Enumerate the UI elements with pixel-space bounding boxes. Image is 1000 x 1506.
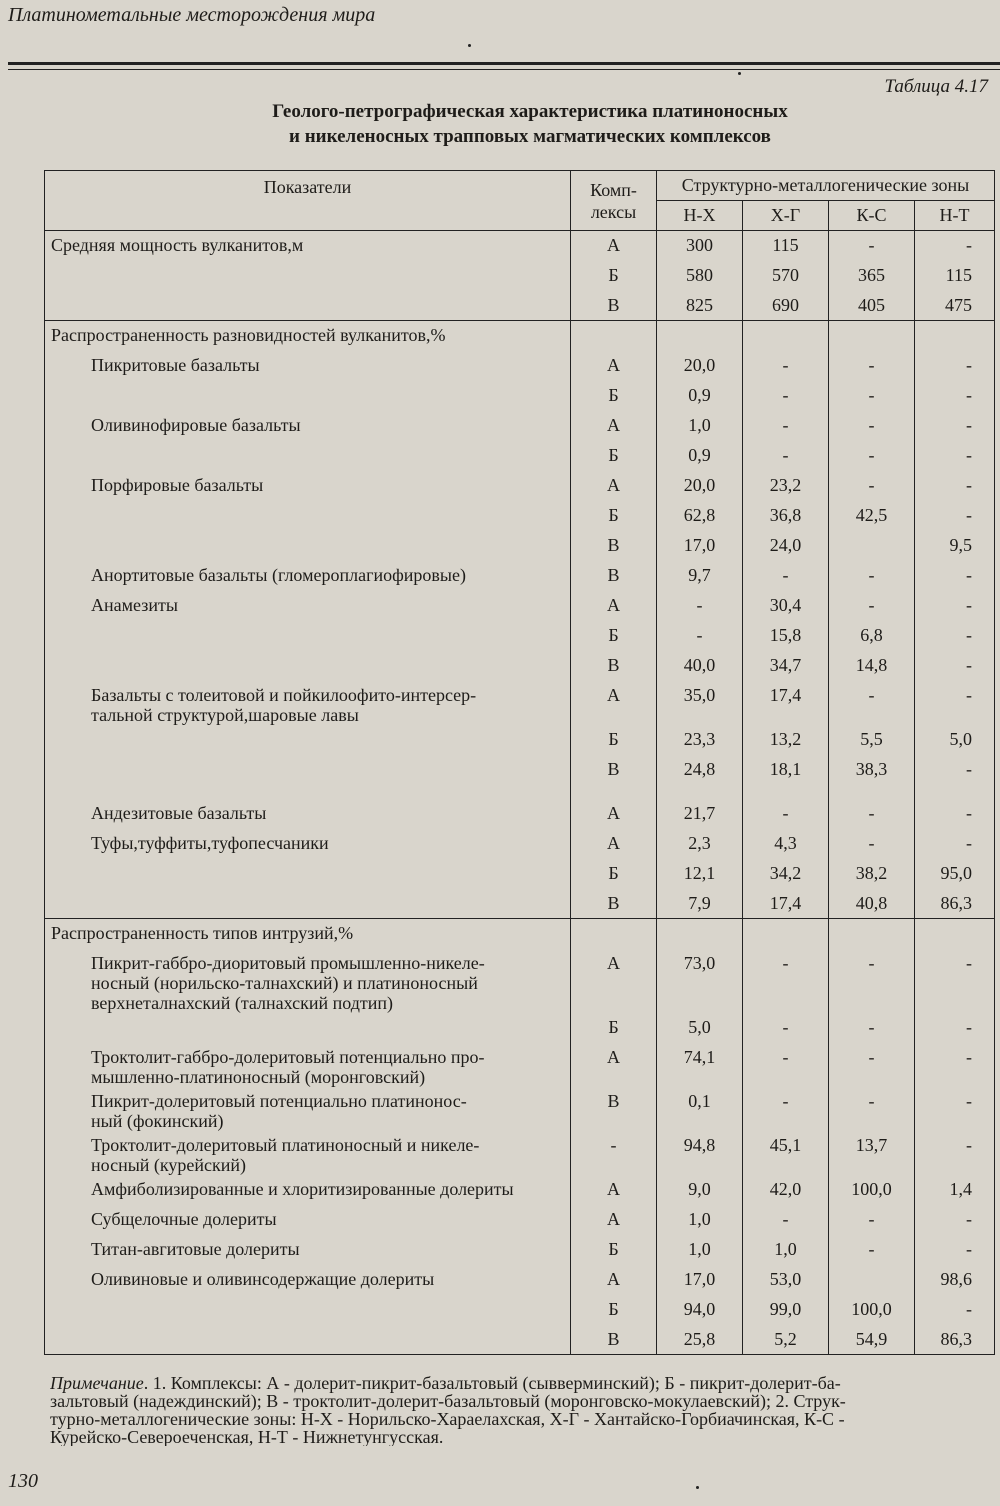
- table-row: [45, 755, 995, 799]
- row-complex: -: [571, 1131, 657, 1175]
- row-label: Порфировые базальты: [91, 474, 264, 495]
- characteristics-table: [44, 170, 995, 1355]
- cell-nt: -: [915, 1295, 995, 1325]
- cell-nt: -: [915, 1205, 995, 1235]
- cell-ks: -: [829, 351, 915, 381]
- cell-nh: -: [657, 591, 743, 621]
- cell-ks: -: [829, 829, 915, 859]
- note-line3: турно-металлогенические зоны: Н-Х - Норильско-Хараелахская, Х-Г - Хантайско-Горбиачинская, К-С -: [50, 1409, 845, 1429]
- cell-ks: -: [829, 1087, 915, 1131]
- cell-hg: 24,0: [743, 531, 829, 561]
- row-complex: В: [571, 755, 657, 799]
- cell-nh: 825: [657, 291, 743, 321]
- cell-ks: -: [829, 231, 915, 261]
- table-row: [45, 1043, 995, 1087]
- cell-nt: -: [915, 381, 995, 411]
- cell-nh: 17,0: [657, 531, 743, 561]
- row-complex: А: [571, 799, 657, 829]
- cell-ks: -: [829, 411, 915, 441]
- cell-ks: -: [829, 471, 915, 501]
- cell-ks: -: [829, 561, 915, 591]
- cell-nt: 1,4: [915, 1175, 995, 1205]
- row-complex: В: [571, 889, 657, 919]
- row-label: [45, 621, 570, 625]
- cell-nh: 20,0: [657, 471, 743, 501]
- cell-ks: 365: [829, 261, 915, 291]
- cell-hg: -: [743, 411, 829, 441]
- cell-hg: 17,4: [743, 889, 829, 919]
- cell-nt: -: [915, 681, 995, 725]
- cell-nh: 7,9: [657, 889, 743, 919]
- cell-ks: -: [829, 441, 915, 471]
- table-title-line2: и никеленосных трапповых магматических комплексов: [289, 126, 771, 147]
- row-complex: Б: [571, 621, 657, 651]
- row-complex: А: [571, 681, 657, 725]
- cell-nt: 5,0: [915, 725, 995, 755]
- table-number: Таблица 4.17: [884, 76, 988, 97]
- table-row: [45, 531, 995, 561]
- row-complex: В: [571, 651, 657, 681]
- table-row: [45, 1265, 995, 1295]
- cell-nt: 115: [915, 261, 995, 291]
- row-complex: [571, 321, 657, 351]
- cell-nt: -: [915, 621, 995, 651]
- cell-ks: 54,9: [829, 1325, 915, 1355]
- cell-ks: [829, 531, 915, 561]
- cell-nh: 0,9: [657, 381, 743, 411]
- row-label: [45, 501, 570, 505]
- row-complex: В: [571, 291, 657, 321]
- row-complex: Б: [571, 501, 657, 531]
- table-row: [45, 1013, 995, 1043]
- print-speck: [468, 44, 471, 47]
- note-label: Примечание: [50, 1374, 144, 1393]
- cell-hg: 30,4: [743, 591, 829, 621]
- cell-nt: 95,0: [915, 859, 995, 889]
- header-zone-nh: Н-Х: [657, 201, 743, 231]
- table-row: [45, 829, 995, 859]
- print-speck: [696, 1486, 699, 1489]
- cell-nh: 17,0: [657, 1265, 743, 1295]
- header-zone-ks: К-С: [829, 201, 915, 231]
- cell-hg: [743, 919, 829, 949]
- cell-hg: 53,0: [743, 1265, 829, 1295]
- cell-nh: 9,7: [657, 561, 743, 591]
- table-row: [45, 681, 995, 725]
- table-row: [45, 1295, 995, 1325]
- cell-hg: 18,1: [743, 755, 829, 799]
- table-row: [45, 411, 995, 441]
- cell-hg: 15,8: [743, 621, 829, 651]
- table-row: [45, 1087, 995, 1131]
- cell-nt: -: [915, 561, 995, 591]
- table-row: [45, 501, 995, 531]
- cell-nt: -: [915, 1087, 995, 1131]
- cell-nt: 98,6: [915, 1265, 995, 1295]
- cell-hg: -: [743, 351, 829, 381]
- table-row: [45, 1325, 995, 1355]
- row-complex: Б: [571, 725, 657, 755]
- cell-ks: 42,5: [829, 501, 915, 531]
- cell-nh: 20,0: [657, 351, 743, 381]
- cell-nh: 94,0: [657, 1295, 743, 1325]
- row-label: Анамезиты: [91, 594, 178, 615]
- cell-nt: 475: [915, 291, 995, 321]
- cell-hg: 17,4: [743, 681, 829, 725]
- cell-hg: -: [743, 1205, 829, 1235]
- cell-hg: 4,3: [743, 829, 829, 859]
- row-label: [45, 889, 570, 893]
- row-complex: Б: [571, 859, 657, 889]
- table-row: [45, 441, 995, 471]
- row-label: Туфы,туффиты,туфопесчаники: [91, 832, 329, 853]
- cell-nh: 9,0: [657, 1175, 743, 1205]
- cell-ks: [829, 1265, 915, 1295]
- row-complex: В: [571, 1325, 657, 1355]
- cell-ks: -: [829, 681, 915, 725]
- row-label: [45, 1013, 570, 1017]
- row-label: [45, 755, 570, 759]
- cell-ks: 6,8: [829, 621, 915, 651]
- row-complex: А: [571, 1175, 657, 1205]
- cell-ks: 405: [829, 291, 915, 321]
- cell-ks: -: [829, 591, 915, 621]
- cell-ks: 100,0: [829, 1175, 915, 1205]
- cell-hg: -: [743, 799, 829, 829]
- table-row: [45, 351, 995, 381]
- cell-ks: 13,7: [829, 1131, 915, 1175]
- row-complex: Б: [571, 1013, 657, 1043]
- cell-nt: -: [915, 1043, 995, 1087]
- row-label: Средняя мощность вулканитов,м: [51, 235, 304, 255]
- row-label: Троктолит-долеритовый платиноносный и никеле- носный (курейский): [91, 1134, 480, 1175]
- cell-ks: 40,8: [829, 889, 915, 919]
- row-complex: А: [571, 471, 657, 501]
- table-row: [45, 261, 995, 291]
- cell-nt: -: [915, 799, 995, 829]
- header-rule-thick: [8, 62, 1000, 65]
- row-complex: А: [571, 949, 657, 1013]
- cell-nh: 580: [657, 261, 743, 291]
- row-label: [45, 441, 570, 445]
- cell-nh: 1,0: [657, 1235, 743, 1265]
- row-label: Троктолит-габбро-долеритовый потенциально про- мышленно-платиноносный (моронговский): [91, 1046, 485, 1087]
- cell-nh: 25,8: [657, 1325, 743, 1355]
- table-row: [45, 725, 995, 755]
- cell-nh: 300: [657, 231, 743, 261]
- row-complex: А: [571, 411, 657, 441]
- cell-nh: -: [657, 621, 743, 651]
- cell-ks: -: [829, 381, 915, 411]
- cell-hg: -: [743, 561, 829, 591]
- table-row: [45, 651, 995, 681]
- row-label: Пикрит-габбро-диоритовый промышленно-никеле- носный (норильско-талнахский) и платиноносный верхнеталнахский (талнахский подтип): [91, 952, 485, 1013]
- cell-ks: 38,3: [829, 755, 915, 799]
- cell-hg: 99,0: [743, 1295, 829, 1325]
- cell-ks: -: [829, 1013, 915, 1043]
- row-complex: Б: [571, 1295, 657, 1325]
- cell-nh: 73,0: [657, 949, 743, 1013]
- cell-nh: 40,0: [657, 651, 743, 681]
- row-label: [45, 1295, 570, 1299]
- cell-nh: 0,9: [657, 441, 743, 471]
- row-label: Оливиновые и оливинсодержащие долериты: [91, 1268, 435, 1289]
- row-label: Пикрит-долеритовый потенциально платинонос- ный (фокинский): [91, 1090, 467, 1131]
- cell-hg: -: [743, 381, 829, 411]
- cell-hg: 34,7: [743, 651, 829, 681]
- note-line1: . 1. Комплексы: А - долерит-пикрит-базальтовый (сывверминский); Б - пикрит-долерит-ба-: [143, 1374, 841, 1393]
- row-complex: Б: [571, 381, 657, 411]
- cell-hg: [743, 321, 829, 351]
- cell-ks: 14,8: [829, 651, 915, 681]
- cell-nh: 94,8: [657, 1131, 743, 1175]
- row-label: Пикритовые базальты: [91, 354, 260, 375]
- row-complex: А: [571, 231, 657, 261]
- cell-nh: 2,3: [657, 829, 743, 859]
- row-label: [45, 531, 570, 535]
- row-complex: А: [571, 351, 657, 381]
- cell-ks: 38,2: [829, 859, 915, 889]
- cell-ks: 5,5: [829, 725, 915, 755]
- cell-nt: -: [915, 411, 995, 441]
- row-label: [45, 291, 570, 295]
- header-zone-nt: Н-Т: [915, 201, 995, 231]
- cell-hg: -: [743, 1043, 829, 1087]
- table-row: [45, 1235, 995, 1265]
- cell-nt: 86,3: [915, 889, 995, 919]
- table-row: [45, 591, 995, 621]
- cell-nt: -: [915, 1013, 995, 1043]
- table-title-line1: Геолого-петрографическая характеристика платиноносных: [272, 101, 788, 122]
- row-label: Анортитовые базальты (гломероплагиофировые): [91, 564, 466, 585]
- cell-hg: -: [743, 1087, 829, 1131]
- table-row: [45, 859, 995, 889]
- row-complex: В: [571, 531, 657, 561]
- cell-hg: 36,8: [743, 501, 829, 531]
- cell-hg: 1,0: [743, 1235, 829, 1265]
- cell-nh: 0,1: [657, 1087, 743, 1131]
- row-complex: А: [571, 1205, 657, 1235]
- print-speck: [738, 72, 741, 75]
- cell-nh: 1,0: [657, 1205, 743, 1235]
- page-number: 130: [8, 1470, 38, 1492]
- row-complex: А: [571, 1043, 657, 1087]
- cell-nt: -: [915, 351, 995, 381]
- table-row: [45, 919, 995, 949]
- cell-ks: [829, 321, 915, 351]
- row-complex: [571, 919, 657, 949]
- header-indicators: Показатели: [45, 171, 571, 231]
- row-label: Базальты с толеитовой и пойкилоофито-интерсер- тальной структурой,шаровые лавы: [91, 684, 477, 725]
- cell-nh: 23,3: [657, 725, 743, 755]
- row-label: [45, 1325, 570, 1329]
- header-zone-hg: Х-Г: [743, 201, 829, 231]
- header-complexes: Комп- лексы: [571, 171, 657, 231]
- cell-nh: 1,0: [657, 411, 743, 441]
- cell-nh: 62,8: [657, 501, 743, 531]
- cell-nh: 24,8: [657, 755, 743, 799]
- cell-hg: -: [743, 441, 829, 471]
- cell-hg: 115: [743, 231, 829, 261]
- header-rule-thin: [8, 69, 1000, 70]
- table-row: [45, 561, 995, 591]
- cell-nt: -: [915, 1235, 995, 1265]
- row-complex: Б: [571, 261, 657, 291]
- row-label: [45, 651, 570, 655]
- cell-nt: 9,5: [915, 531, 995, 561]
- cell-hg: 23,2: [743, 471, 829, 501]
- row-complex: В: [571, 561, 657, 591]
- row-label: Оливинофировые базальты: [91, 414, 301, 435]
- note-line4: Курейско-Североеченская, Н-Т - Нижнетунгусская.: [50, 1427, 444, 1446]
- header-zones: Структурно-металлогенические зоны: [657, 171, 995, 201]
- row-label: Распространенность разновидностей вулканитов,%: [51, 325, 446, 345]
- cell-nt: -: [915, 471, 995, 501]
- cell-nh: 74,1: [657, 1043, 743, 1087]
- table-row: [45, 1205, 995, 1235]
- cell-hg: 13,2: [743, 725, 829, 755]
- cell-hg: 5,2: [743, 1325, 829, 1355]
- note-line2: зальтовый (надеждинский); В - троктолит-долерит-базальтовый (моронговско-мокулаевский); 2. Струк-: [50, 1391, 846, 1411]
- cell-nt: -: [915, 441, 995, 471]
- row-complex: А: [571, 591, 657, 621]
- table-row: [45, 231, 995, 261]
- cell-ks: -: [829, 949, 915, 1013]
- cell-hg: 45,1: [743, 1131, 829, 1175]
- table-note: [50, 1374, 1000, 1446]
- cell-nh: [657, 919, 743, 949]
- table-title: [120, 99, 940, 149]
- row-complex: Б: [571, 441, 657, 471]
- table-row: [45, 381, 995, 411]
- cell-ks: -: [829, 799, 915, 829]
- cell-hg: 34,2: [743, 859, 829, 889]
- table-row: [45, 949, 995, 1013]
- cell-hg: -: [743, 1013, 829, 1043]
- cell-nt: -: [915, 651, 995, 681]
- cell-ks: 100,0: [829, 1295, 915, 1325]
- table-row: [45, 1131, 995, 1175]
- cell-hg: 690: [743, 291, 829, 321]
- cell-nh: 5,0: [657, 1013, 743, 1043]
- cell-hg: 42,0: [743, 1175, 829, 1205]
- table-row: [45, 321, 995, 351]
- table-row: [45, 889, 995, 919]
- cell-nh: 35,0: [657, 681, 743, 725]
- cell-ks: -: [829, 1205, 915, 1235]
- cell-nt: -: [915, 755, 995, 799]
- cell-nt: [915, 919, 995, 949]
- row-complex: Б: [571, 1235, 657, 1265]
- table-row: [45, 471, 995, 501]
- row-label: [45, 725, 570, 729]
- cell-ks: -: [829, 1235, 915, 1265]
- table-row: [45, 1175, 995, 1205]
- cell-hg: -: [743, 949, 829, 1013]
- cell-hg: 570: [743, 261, 829, 291]
- row-complex: А: [571, 829, 657, 859]
- row-complex: А: [571, 1265, 657, 1295]
- table-row: [45, 291, 995, 321]
- cell-nt: -: [915, 501, 995, 531]
- row-label: [45, 261, 570, 265]
- running-header: Платинометальные месторождения мира: [8, 4, 376, 26]
- cell-nh: 12,1: [657, 859, 743, 889]
- cell-ks: [829, 919, 915, 949]
- table-row: [45, 621, 995, 651]
- cell-nh: 21,7: [657, 799, 743, 829]
- row-label: Амфиболизированные и хлоритизированные долериты: [91, 1178, 514, 1199]
- row-label: [45, 859, 570, 863]
- cell-nt: -: [915, 1131, 995, 1175]
- row-label: Андезитовые базальты: [91, 802, 267, 823]
- cell-nt: -: [915, 829, 995, 859]
- cell-nt: -: [915, 591, 995, 621]
- row-complex: В: [571, 1087, 657, 1131]
- cell-ks: -: [829, 1043, 915, 1087]
- row-label: [45, 381, 570, 385]
- row-label: Титан-авгитовые долериты: [91, 1238, 300, 1259]
- row-label: Распространенность типов интрузий,%: [51, 923, 354, 943]
- cell-nt: [915, 321, 995, 351]
- cell-nh: [657, 321, 743, 351]
- cell-nt: 86,3: [915, 1325, 995, 1355]
- cell-nt: -: [915, 231, 995, 261]
- table-row: [45, 799, 995, 829]
- row-label: Субщелочные долериты: [91, 1208, 277, 1229]
- cell-nt: -: [915, 949, 995, 1013]
